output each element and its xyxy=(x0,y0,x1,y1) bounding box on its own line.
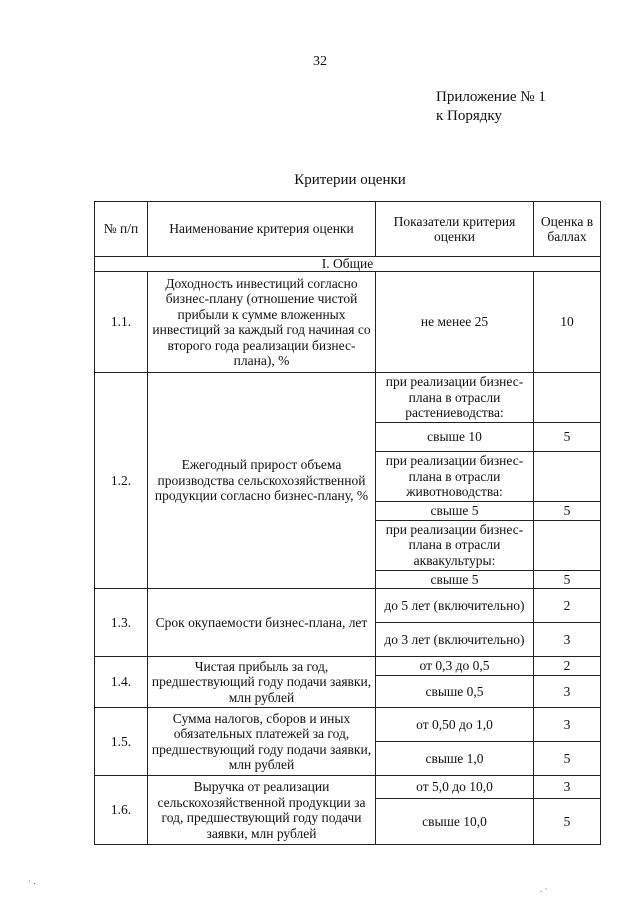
row-score: 5 xyxy=(534,742,601,776)
row-name: Выручка от реализации сельскохозяйственной продукции за год, предшествующий году подачи заявки, млн рублей xyxy=(148,776,376,845)
table-row xyxy=(95,657,601,676)
header-num: № п/п xyxy=(95,202,148,257)
table-row xyxy=(95,373,601,423)
row-score: 3 xyxy=(534,623,601,657)
row-indicator: свыше 1,0 xyxy=(376,742,534,776)
row-indicator: при реализации бизнес-плана в отрасли растениеводства: xyxy=(376,373,534,423)
criteria-table xyxy=(94,201,601,845)
section-row xyxy=(95,257,601,272)
row-name: Доходность инвестиций согласно бизнес-плану (отношение чистой прибыли к сумме вложенных инвестиций за каждый год начиная со второго года реализации бизнес-плана), % xyxy=(148,272,376,373)
row-indicator: от 0,3 до 0,5 xyxy=(376,657,534,676)
row-indicator: свыше 0,5 xyxy=(376,676,534,708)
table-row xyxy=(95,589,601,623)
row-score: 3 xyxy=(534,776,601,799)
row-num: 1.5. xyxy=(95,708,148,776)
row-score: 5 xyxy=(534,799,601,845)
scan-speck: . · xyxy=(540,884,548,894)
row-indicator: не менее 25 xyxy=(376,272,534,373)
appendix-note xyxy=(436,88,546,126)
table-row xyxy=(95,708,601,742)
header-indicator: Показатели критерия оценки xyxy=(376,202,534,257)
row-score: 5 xyxy=(534,570,601,589)
row-num: 1.3. xyxy=(95,589,148,657)
appendix-line-2: к Порядку xyxy=(436,108,502,124)
row-name: Сумма налогов, сборов и иных обязательных платежей за год, предшествующий году подачи заявки, млн рублей xyxy=(148,708,376,776)
row-score: 10 xyxy=(534,272,601,373)
row-name: Ежегодный прирост объема производства сельскохозяйственной продукции согласно бизнес-плану, % xyxy=(148,373,376,589)
row-score: 3 xyxy=(534,676,601,708)
table-row xyxy=(95,272,601,373)
scan-speck: · . xyxy=(28,876,36,886)
header-name: Наименование критерия оценки xyxy=(148,202,376,257)
row-indicator: свыше 10 xyxy=(376,423,534,452)
row-score: 2 xyxy=(534,589,601,623)
row-name: Срок окупаемости бизнес-плана, лет xyxy=(148,589,376,657)
row-score: 5 xyxy=(534,423,601,452)
row-score xyxy=(534,373,601,423)
row-indicator: от 0,50 до 1,0 xyxy=(376,708,534,742)
row-num: 1.2. xyxy=(95,373,148,589)
appendix-line-1: Приложение № 1 xyxy=(436,89,546,105)
header-score: Оценка в баллах xyxy=(534,202,601,257)
row-num: 1.6. xyxy=(95,776,148,845)
row-indicator: при реализации бизнес-плана в отрасли аквакультуры: xyxy=(376,520,534,570)
table-row xyxy=(95,776,601,799)
row-name: Чистая прибыль за год, предшествующий году подачи заявки, млн рублей xyxy=(148,657,376,708)
row-score xyxy=(534,520,601,570)
table-header-row xyxy=(95,202,601,257)
row-indicator: свыше 5 xyxy=(376,570,534,589)
row-indicator: до 5 лет (включительно) xyxy=(376,589,534,623)
row-indicator: при реализации бизнес-плана в отрасли животноводства: xyxy=(376,452,534,502)
row-indicator: до 3 лет (включительно) xyxy=(376,623,534,657)
row-indicator: свыше 10,0 xyxy=(376,799,534,845)
row-num: 1.1. xyxy=(95,272,148,373)
row-score: 5 xyxy=(534,502,601,521)
row-score: 2 xyxy=(534,657,601,676)
row-score: 3 xyxy=(534,708,601,742)
section-title: I. Общие xyxy=(95,257,601,272)
document-title: Критерии оценки xyxy=(294,172,406,188)
row-num: 1.4. xyxy=(95,657,148,708)
row-score xyxy=(534,452,601,502)
row-indicator: от 5,0 до 10,0 xyxy=(376,776,534,799)
row-indicator: свыше 5 xyxy=(376,502,534,521)
page-number: 32 xyxy=(313,54,327,69)
